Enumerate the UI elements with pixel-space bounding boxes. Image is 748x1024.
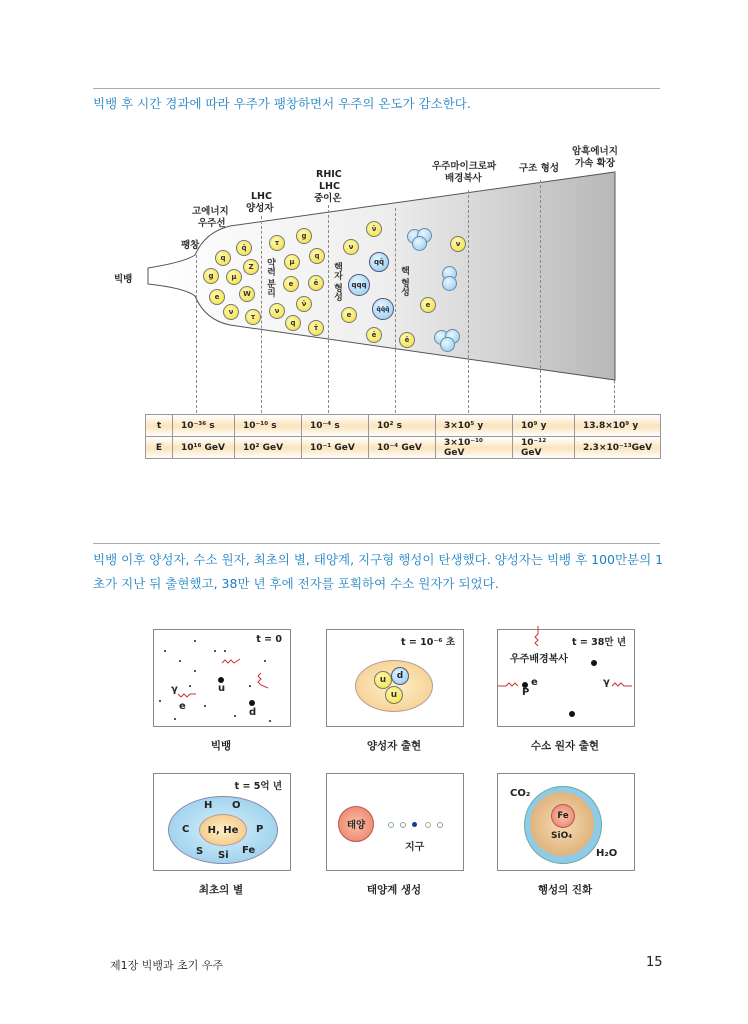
particle-nu: ν [223,304,239,320]
panel-hydrogen: t = 38만 년 우주배경복사 e P γ [497,629,635,727]
label-structure: 구조 형성 [519,163,560,174]
photon-wavy-icon [486,616,646,736]
particle-z: Z [243,259,259,275]
label-lhc-proton-1: LHC [251,191,272,202]
particle-e: e [420,297,436,313]
particle-e: e [341,307,357,323]
particle-q: q [285,315,301,331]
core: Fe [551,804,575,828]
particle-g: g [296,228,312,244]
mid-rule [93,543,660,544]
expansion-funnel [0,0,748,420]
particle-tau: τ [269,235,285,251]
label-inflation: 팽창 [181,240,200,251]
particle-ebar: ē [366,327,382,343]
label-dark-energy-1: 암흑에너지 [572,146,618,157]
phase-label-2: 핵자 형성 [332,262,342,302]
particle-e: e [209,289,225,305]
earth-dot [412,822,417,827]
section1-lead: 빅뱅 후 시간 경과에 따라 우주가 팽창하면서 우주의 온도가 감소한다. [93,96,471,111]
particle-q: q [215,250,231,266]
label-cmb-2: 배경복사 [445,173,482,184]
caption-solar-system: 태양계 생성 [366,884,422,896]
phase-label-1: 약력 분리 [265,258,275,298]
label-dark-energy-2: 가속 확장 [575,158,616,169]
star-core: H, He [199,814,247,846]
particle-g: g [203,268,219,284]
particle-taubar: τ̄ [308,320,324,336]
panel-bigbang: t = 0 u d γ e [153,629,291,727]
label-cosmic-ray-1: 고에너지 [192,206,229,217]
label-cmb-1: 우주마이크로파 [432,161,497,172]
label-bigbang: 빅뱅 [114,274,133,285]
section2-lead: 빅뱅 이후 양성자, 수소 원자, 최초의 별, 태양계, 지구형 행성이 탄생했다. 양성자는 빅뱅 후 100만분의 1초가 지난 뒤 출현했고, 38만 년 후에 전자를 포획하여 수소 원자가 되었다. [93,552,664,591]
particle-tau: τ [245,309,261,325]
caption-proton: 양성자 출현 [366,740,422,752]
meson-qq: qq̄ [369,252,389,272]
particle-mu: μ [284,254,300,270]
particle-e: e [283,276,299,292]
particle-nubar: ν̄ [296,296,312,312]
photon-wavy-icon [154,630,290,726]
particle-ebar: ē [308,275,324,291]
particle-w: W [239,286,255,302]
caption-hydrogen: 수소 원자 출현 [530,740,600,752]
antibaryon: q̄q̄q̄ [372,298,394,320]
particle-nu: ν [343,239,359,255]
panel-planet-evolution: CO₂ Fe SiO₄ H₂O [497,773,635,871]
caption-first-star: 최초의 별 [198,884,244,896]
label-rhic-1: RHIC [316,169,342,180]
table-row-energy: E 10¹⁶ GeV 10² GeV 10⁻¹ GeV 10⁻⁴ GeV 3×10⁻¹⁰ GeV 10⁻¹² GeV 2.3×10⁻¹³GeV [146,437,661,459]
particle-ebar: ē [399,332,415,348]
caption-bigbang: 빅뱅 [210,740,232,752]
label-rhic-3: 중이온 [314,193,342,204]
label-rhic-2: LHC [319,181,340,192]
phase-label-3: 핵 형성 [399,266,409,297]
panel-proton: t = 10⁻⁶ 초 u d u [326,629,464,727]
particle-nubar: ν̄ [366,221,382,237]
panel-first-star: t = 5억 년 H, He H O C P S Si Fe [153,773,291,871]
label-lhc-proton-2: 양성자 [246,203,274,214]
particle-qbar: q̄ [236,240,252,256]
sun: 태양 [338,806,374,842]
particle-nu: ν [450,236,466,252]
panel-solar-system: 태양 지구 [326,773,464,871]
baryon-qqq: qqq [348,274,370,296]
particle-mu: μ [226,269,242,285]
label-cosmic-ray-2: 우주선 [198,218,226,229]
time-energy-table [145,414,661,459]
caption-planet-evolution: 행성의 진화 [537,884,593,896]
footer-chapter: 제1장 빅뱅과 초기 우주 [110,959,224,972]
page-number: 15 [646,955,663,970]
particle-nu: ν [269,303,285,319]
table-row-time: t 10⁻³⁶ s 10⁻¹⁰ s 10⁻⁴ s 10² s 3×10⁵ y 10⁹ y 13.8×10⁹ y [146,415,661,437]
particle-q: q [309,248,325,264]
